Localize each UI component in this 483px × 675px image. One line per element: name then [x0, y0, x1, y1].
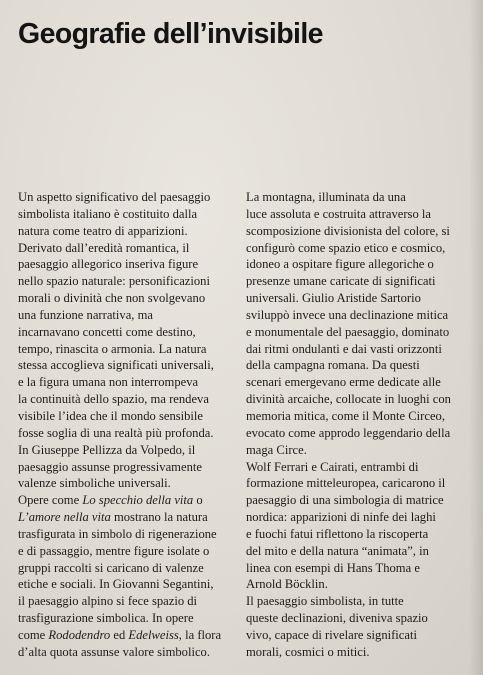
text-line: L’amore nella vita mostrano la natura	[18, 510, 208, 525]
artwork-title: Rododendro	[48, 627, 111, 642]
text-line: queste declinazioni, diveniva spazio	[246, 611, 428, 626]
text-line: della campagna romana. Da questi	[246, 358, 420, 373]
text-line: morali, cosmici o mitici.	[246, 644, 370, 659]
text-column-right	[246, 189, 468, 661]
text-line: Wolf Ferrari e Cairati, entrambi di	[246, 459, 419, 474]
text-line: maga Circe.	[246, 442, 307, 457]
artwork-title: Lo specchio della vita	[82, 493, 194, 508]
text-line: Un aspetto significativo del paesaggio	[18, 190, 211, 204]
text-line: Opere come Lo specchio della vita o	[18, 493, 203, 508]
text-line: trasfigurazione simbolica. In opere	[18, 611, 194, 626]
text-line: simbolista italiano è costituito dalla	[18, 206, 198, 221]
text-line: paesaggio assunse progressivamente	[18, 459, 202, 474]
artwork-title: Edelweiss	[128, 627, 179, 642]
text-line: memoria mitica, come il Monte Circeo,	[246, 408, 445, 423]
text-line: configurò come spazio etico e cosmico,	[246, 240, 446, 255]
text-line: visibile l’idea che il mondo sensibile	[18, 408, 204, 423]
text-line: evocato come approdo leggendario della	[246, 425, 451, 440]
text-line: paesaggio di una simbologia di matrice	[246, 493, 444, 508]
text-line: luce assoluta e costruita attraverso la	[246, 206, 431, 221]
text-line: stessa accoglieva significati universali,	[18, 358, 214, 373]
text-line: etiche e sociali. In Giovanni Segantini,	[18, 577, 214, 592]
text-line: sviluppò invece una declinazione mitica	[246, 307, 449, 322]
text-line: Il paesaggio simbolista, in tutte	[246, 594, 404, 609]
text-line: universali. Giulio Aristide Sartorio	[246, 291, 421, 306]
text-line: formazione mitteleuropea, caricarono il	[246, 476, 446, 491]
text-line: e monumentale del paesaggio, dominato	[246, 324, 450, 339]
text-line: Derivato dall’eredità romantica, il	[18, 240, 190, 255]
text-line: scenari emergevano erme dedicate alle	[246, 375, 441, 390]
text-line: dai ritmi ondulanti e dai vasti orizzonti	[246, 341, 442, 356]
text-line: d’alta quota assunse valore simbolico.	[18, 644, 211, 659]
edge-shadow	[469, 0, 483, 675]
text-line: natura come teatro di apparizioni.	[18, 223, 188, 238]
page-title: Geografie dell’invisibile	[18, 18, 323, 50]
text-line: nello spazio naturale: personificazioni	[18, 274, 210, 289]
text-line: fosse soglia di una realtà più profonda.	[18, 425, 214, 440]
text-line: il paesaggio alpino si fece spazio di	[18, 594, 198, 609]
artwork-title: L’amore nella vita	[18, 510, 111, 525]
text-line: e la figura umana non interrompeva	[18, 375, 199, 390]
text-line: scomposizione divisionista del colore, si	[246, 223, 450, 238]
text-line: paesaggio allegorico inseriva figure	[18, 257, 199, 272]
text-column-left	[18, 189, 234, 661]
text-line: del mito e della natura “animata”, in	[246, 543, 429, 558]
text-line: gruppi raccolti si caricano di valenze	[18, 560, 204, 575]
text-line: una funzione narrativa, ma	[18, 307, 153, 322]
text-line: incarnavano concetti come destino,	[18, 324, 196, 339]
text-line: divinità arcaiche, collocate in luoghi con	[246, 392, 451, 407]
text-line: nordica: apparizioni di ninfe dei laghi	[246, 510, 436, 525]
text-line: Arnold Böcklin.	[246, 577, 328, 592]
text-line: La montagna, illuminata da una	[246, 190, 406, 204]
text-line: e di passaggio, mentre figure isolate o	[18, 543, 210, 558]
text-line: e fuochi fatui riflettono la riscoperta	[246, 526, 429, 541]
text-line: trasfigurata in simbolo di rigenerazione	[18, 526, 217, 541]
text-line: idoneo a ospitare figure allegoriche o	[246, 257, 434, 272]
text-line: morali o divinità che non svolgevano	[18, 291, 206, 306]
text-line: come Rododendro ed Edelweiss, la flora	[18, 627, 222, 642]
text-line: linea con esempi di Hans Thoma e	[246, 560, 420, 575]
text-line: tempo, rinascita o armonia. La natura	[18, 341, 207, 356]
text-line: valenze simboliche universali.	[18, 476, 171, 491]
text-line: la continuità dello spazio, ma rendeva	[18, 392, 209, 407]
text-line: vivo, capace di rivelare significati	[246, 627, 417, 642]
text-line: In Giuseppe Pellizza da Volpedo, il	[18, 442, 196, 457]
text-line: presenze umane caricate di significati	[246, 274, 436, 289]
